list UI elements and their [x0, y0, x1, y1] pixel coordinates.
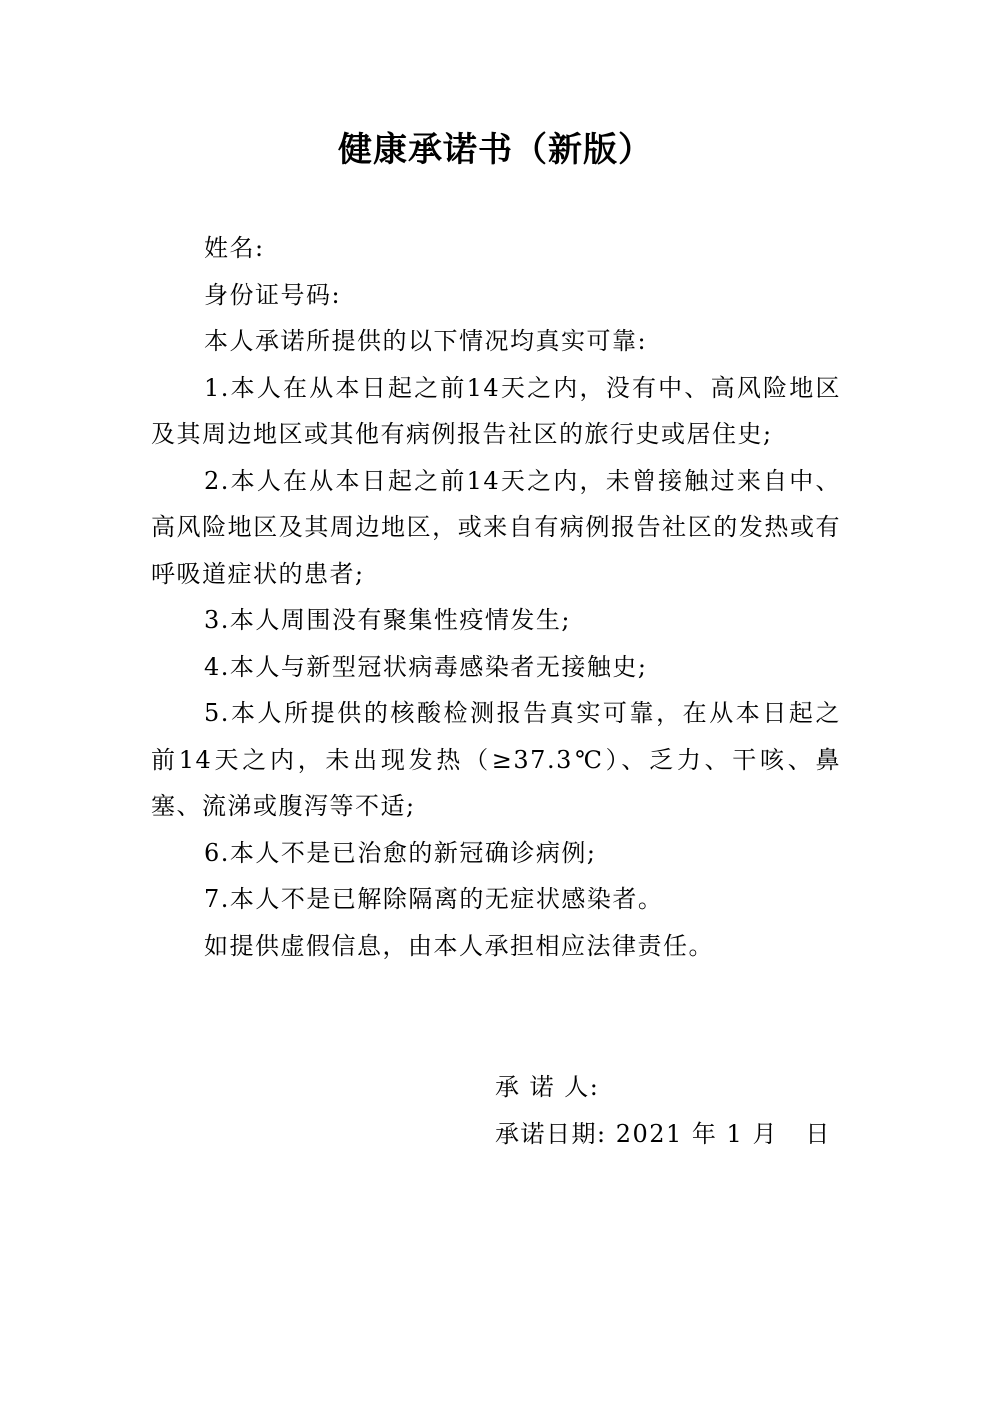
- intro-statement: 本人承诺所提供的以下情况均真实可靠:: [204, 327, 648, 355]
- id-number-field-label: 身份证号码:: [204, 280, 342, 309]
- commitment-item-5: 5.本人所提供的核酸检测报告真实可靠，在从本日起之前14天之内，未出现发热（≥37.3℃）、乏力、干咳、鼻塞、流涕或腹泻等不适;: [151, 699, 841, 820]
- name-field-label: 姓名:: [204, 234, 265, 262]
- document-body: [151, 225, 841, 969]
- commitment-item-4: 4.本人与新型冠状病毒感染者无接触史;: [204, 652, 648, 681]
- closing-statement: 如提供虚假信息，由本人承担相应法律责任。: [204, 931, 714, 960]
- promiser-label: 承 诺 人:: [495, 1073, 600, 1101]
- commitment-item-3: 3.本人周围没有聚集性疫情发生;: [204, 606, 571, 634]
- commitment-item-2: 2.本人在从本日起之前14天之内，未曾接触过来自中、高风险地区及其周边地区，或来自有病例报告社区的发热或有呼吸道症状的患者;: [151, 466, 841, 588]
- commitment-item-7: 7.本人不是已解除隔离的无症状感染者。: [204, 885, 664, 913]
- commitment-item-1: 1.本人在从本日起之前14天之内，没有中、高风险地区及其周边地区或其他有病例报告社区的旅行史或居住史;: [151, 373, 841, 448]
- document-title: 健康承诺书（新版）: [338, 130, 653, 170]
- commitment-item-6: 6.本人不是已治愈的新冠确诊病例;: [204, 838, 597, 867]
- promise-date-label: 承诺日期: 2021 年 1 月 日: [495, 1120, 831, 1148]
